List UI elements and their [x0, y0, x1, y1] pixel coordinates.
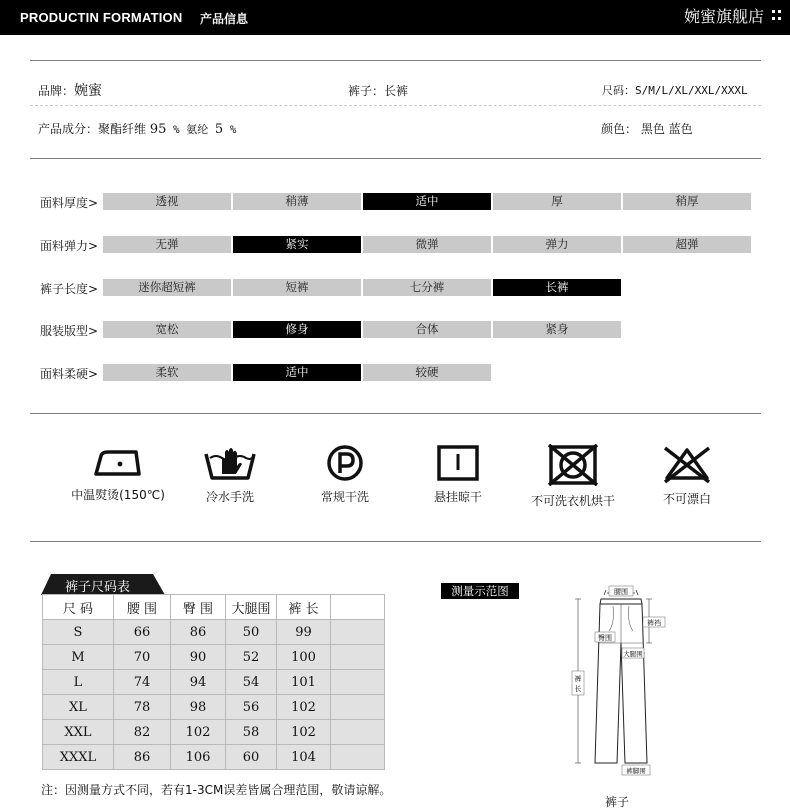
attribute-option: 七分裤 [363, 279, 491, 296]
attribute-option: 稍厚 [623, 193, 751, 210]
table-cell: 99 [277, 620, 331, 645]
table-cell: 66 [114, 620, 171, 645]
table-cell: 腰 围 [114, 595, 171, 620]
length-label-1: 裤 [574, 675, 582, 683]
divider [30, 413, 761, 414]
care-item: 冷水手洗 [180, 444, 280, 505]
table-cell: 102 [171, 720, 226, 745]
care-item: 悬挂晾干 [408, 444, 508, 505]
diagram-caption: 裤子 [605, 795, 630, 809]
table-header-row [43, 595, 385, 620]
table-cell: 74 [114, 670, 171, 695]
table-cell [331, 620, 385, 645]
table-cell: M [43, 645, 114, 670]
attribute-option-selected: 适中 [363, 193, 491, 210]
table-cell: 90 [171, 645, 226, 670]
table-cell [331, 645, 385, 670]
dotted-divider [30, 105, 761, 106]
table-row [43, 745, 385, 770]
care-item: 中温熨烫(150℃) [68, 444, 168, 503]
size-table [42, 594, 385, 770]
thigh-label: 大腿围 [623, 650, 643, 658]
table-cell: XXL [43, 720, 114, 745]
waist-label: 腰围 [614, 588, 628, 596]
table-cell: 102 [277, 720, 331, 745]
attribute-label: 面料柔硬> [40, 367, 99, 381]
table-cell: 82 [114, 720, 171, 745]
table-cell: 裤 长 [277, 595, 331, 620]
table-cell: 56 [226, 695, 277, 720]
table-cell: 60 [226, 745, 277, 770]
color-info: 颜色： 黑色 蓝色 [601, 122, 693, 136]
table-cell: 78 [114, 695, 171, 720]
table-cell: 86 [114, 745, 171, 770]
length-label-2: 长 [574, 685, 582, 693]
brand-info: 品牌：婉蜜 [38, 83, 103, 99]
table-cell [331, 720, 385, 745]
store-name[interactable]: 婉蜜旗舰店 [683, 7, 764, 26]
attribute-option: 透视 [103, 193, 231, 210]
attribute-option: 宽松 [103, 321, 231, 338]
hang-dry-icon [430, 444, 486, 482]
table-cell: 52 [226, 645, 277, 670]
pants-diagram [565, 585, 670, 780]
table-cell: 大腿围 [226, 595, 277, 620]
rise-label: 裤裆 [647, 619, 661, 627]
header-bar [0, 0, 790, 35]
table-row [43, 645, 385, 670]
attribute-option: 合体 [363, 321, 491, 338]
attribute-option: 厚 [493, 193, 621, 210]
header-title-cn: 产品信息 [200, 12, 249, 26]
attribute-option: 短裤 [233, 279, 361, 296]
attribute-option: 超弹 [623, 236, 751, 253]
table-cell [331, 695, 385, 720]
table-cell [331, 595, 385, 620]
table-cell: 70 [114, 645, 171, 670]
table-cell [331, 670, 385, 695]
hip-label: 臀围 [598, 634, 612, 642]
header-title-en: PRODUCTIN FORMATION [20, 10, 183, 25]
attribute-option: 无弹 [103, 236, 231, 253]
attribute-label: 服装版型> [40, 324, 99, 338]
table-cell: 100 [277, 645, 331, 670]
table-cell: 94 [171, 670, 226, 695]
table-cell: L [43, 670, 114, 695]
hem-label: 裤脚围 [626, 767, 646, 775]
divider [30, 541, 761, 542]
attribute-option-selected: 长裤 [493, 279, 621, 296]
size-info: 尺码：S/M/L/XL/XXL/XXXL [602, 84, 748, 97]
table-cell: S [43, 620, 114, 645]
no-bleach-icon [659, 444, 715, 484]
table-cell: XXXL [43, 745, 114, 770]
table-cell: 尺 码 [43, 595, 114, 620]
attribute-option: 微弹 [363, 236, 491, 253]
table-cell: 50 [226, 620, 277, 645]
hand-wash-icon [202, 444, 258, 482]
size-table-title: 裤子尺码表 [41, 574, 166, 595]
type-info: 裤子：长裤 [348, 84, 409, 98]
attribute-option: 稍薄 [233, 193, 361, 210]
grid-dots-icon [772, 10, 782, 22]
care-item: 不可洗衣机烘干 [523, 444, 623, 509]
iron-icon [90, 444, 146, 480]
attribute-option-selected: 紧实 [233, 236, 361, 253]
divider [30, 60, 761, 61]
measure-title: 测量示范图 [441, 583, 519, 599]
attribute-option: 迷你超短裤 [103, 279, 231, 296]
table-cell: 58 [226, 720, 277, 745]
table-cell: 86 [171, 620, 226, 645]
attribute-option: 柔软 [103, 364, 231, 381]
no-tumble-dry-icon [545, 444, 601, 486]
table-cell: 106 [171, 745, 226, 770]
attribute-option-selected: 修身 [233, 321, 361, 338]
table-cell: 101 [277, 670, 331, 695]
care-item: 不可漂白 [637, 444, 737, 507]
table-row [43, 620, 385, 645]
care-item: 常规干洗 [295, 444, 395, 505]
divider [30, 158, 761, 159]
table-cell: 臀 围 [171, 595, 226, 620]
table-cell [331, 745, 385, 770]
dry-clean-icon [317, 444, 373, 482]
table-cell: XL [43, 695, 114, 720]
table-cell: 98 [171, 695, 226, 720]
attribute-option: 紧身 [493, 321, 621, 338]
table-cell: 102 [277, 695, 331, 720]
table-cell: 104 [277, 745, 331, 770]
table-cell: 54 [226, 670, 277, 695]
attribute-label: 面料厚度> [40, 196, 99, 210]
attribute-option: 弹力 [493, 236, 621, 253]
attribute-label: 裤子长度> [40, 282, 99, 296]
attribute-option: 较硬 [363, 364, 491, 381]
attribute-label: 面料弹力> [40, 239, 99, 253]
attribute-option-selected: 适中 [233, 364, 361, 381]
table-row [43, 670, 385, 695]
table-row [43, 720, 385, 745]
size-note: 注：因测量方式不同，若有1-3CM误差皆属合理范围，敬请谅解。 [41, 783, 392, 797]
table-row [43, 695, 385, 720]
material-info: 产品成分：聚酯纤维 95 % 氨纶 5 % [38, 122, 237, 137]
